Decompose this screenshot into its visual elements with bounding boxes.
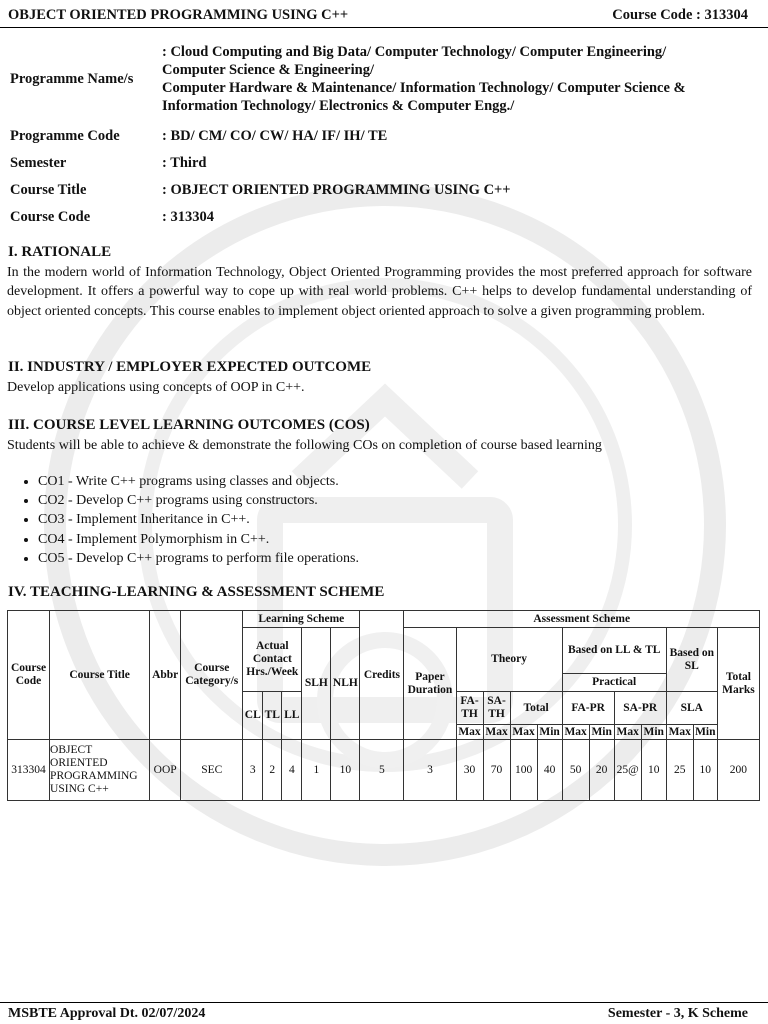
footer-semester-scheme: Semester - 3, K Scheme [607, 1006, 748, 1021]
th-sa-pr: SA-PR [614, 692, 666, 725]
th-paper-duration: Paper Duration [404, 628, 456, 740]
cos-list [20, 472, 359, 568]
cell-sa-th-max: 70 [483, 740, 510, 801]
th-assessment-scheme: Assessment Scheme [404, 611, 760, 628]
info-value: : Third [162, 154, 207, 171]
header-course-name: OBJECT ORIENTED PROGRAMMING USING C++ [8, 7, 349, 23]
info-row-course-title [10, 176, 686, 203]
cos-heading: III. COURSE LEVEL LEARNING OUTCOMES (COS) [8, 417, 370, 433]
th-max: Max [456, 725, 483, 740]
th-course-code: Course Code [8, 611, 50, 740]
cos-intro: Students will be able to achieve & demonstrate the following COs on completion of course based learning [7, 438, 602, 453]
info-label: Course Code [10, 208, 91, 225]
cell-ll: 4 [282, 740, 302, 801]
rationale-heading: I. RATIONALE [8, 244, 112, 260]
th-min: Min [695, 725, 716, 738]
table-row [8, 740, 760, 801]
th-min: Min [589, 725, 614, 740]
th-min: Min [641, 725, 666, 740]
industry-outcome-heading: II. INDUSTRY / EMPLOYER EXPECTED OUTCOME [8, 359, 372, 375]
info-row-semester [10, 149, 686, 176]
info-label: Programme Code [10, 127, 120, 144]
teaching-assessment-table [7, 610, 760, 801]
industry-outcome-text: Develop applications using concepts of OOP in C++. [7, 380, 305, 395]
th-fa-pr: FA-PR [562, 692, 614, 725]
info-label: Course Title [10, 181, 87, 198]
cell-paper-duration: 3 [404, 740, 456, 801]
th-based-sl: Based on SL [666, 628, 717, 692]
th-practical: Practical [562, 674, 666, 692]
th-actual-contact: Actual Contact Hrs./Week [243, 628, 302, 692]
th-based-ll-tl: Based on LL & TL [562, 628, 666, 674]
cell-cl: 3 [243, 740, 263, 801]
info-label: Semester [10, 154, 67, 171]
page-footer [8, 1006, 748, 1022]
footer-approval-date: MSBTE Approval Dt. 02/07/2024 [8, 1006, 206, 1021]
info-value: : OBJECT ORIENTED PROGRAMMING USING C++ [162, 181, 511, 198]
cell-fa-pr-min: 20 [589, 740, 614, 801]
th-max: Max [666, 725, 693, 740]
course-info-table [10, 36, 686, 230]
th-max: Max [614, 725, 641, 740]
th-min: Min [537, 725, 562, 740]
co-item: • CO1 - Write C++ programs using classes and objects. [38, 472, 359, 491]
cell-category: SEC [181, 740, 243, 801]
info-value-line: Computer Hardware & Maintenance/ Information Technology/ Computer Science & [162, 80, 686, 96]
cell-sa-pr-max: 25@ [614, 740, 641, 801]
rationale-text: In the modern world of Information Technology, Object Oriented Programming provides the most preferred approach for software development. It offers a powerful way to cope up with real world problems. C++ helps to develop fundamental understanding of object oriented concepts. This course enables to implement object oriented approach to solve a given programming problem. [7, 265, 752, 319]
page-header [8, 7, 748, 24]
cell-abbr: OOP [150, 740, 181, 801]
th-fa-th: FA-TH [456, 692, 483, 725]
cell-total-min: 40 [537, 740, 562, 801]
co-item: • CO5 - Develop C++ programs to perform file operations. [38, 549, 359, 568]
th-tl: TL [263, 692, 282, 740]
footer-rule [0, 1002, 768, 1003]
th-sa-th: SA-TH [483, 692, 510, 725]
info-value-line: Information Technology/ Electronics & Computer Engg./ [162, 98, 515, 114]
cell-tl: 2 [263, 740, 282, 801]
th-theory: Theory [456, 628, 562, 692]
cell-nlh: 10 [331, 740, 360, 801]
th-total: Total [510, 692, 562, 725]
th-abbr: Abbr [150, 611, 181, 740]
info-value-line: Computer Science & Engineering/ [162, 62, 374, 78]
th-ll: LL [282, 692, 302, 740]
cell-sla-max: 25 [666, 740, 693, 801]
th-slh: SLH [302, 628, 331, 740]
info-row-course-code [10, 203, 686, 230]
header-rule [0, 27, 768, 28]
co-item: • CO4 - Implement Polymorphism in C++. [38, 530, 359, 549]
info-value [162, 36, 686, 122]
cell-fa-pr-max: 50 [562, 740, 589, 801]
th-total-marks: Total Marks [717, 628, 759, 740]
cell-total-max: 100 [510, 740, 537, 801]
th-max: Max [562, 725, 589, 740]
cell-course-code: 313304 [8, 740, 50, 801]
header-course-code: Course Code : 313304 [612, 7, 748, 23]
scheme-heading: IV. TEACHING-LEARNING & ASSESSMENT SCHEME [8, 584, 385, 600]
cell-course-title: OBJECT ORIENTED PROGRAMMING USING C++ [50, 740, 150, 801]
th-cl: CL [243, 692, 263, 740]
th-credits: Credits [360, 611, 404, 740]
cell-slh: 1 [302, 740, 331, 801]
th-sla: SLA [666, 692, 717, 725]
th-nlh: NLH [331, 628, 360, 740]
info-row-programme-code [10, 122, 686, 149]
cell-sla-min: 10 [693, 740, 717, 801]
info-row-programme-name [10, 36, 686, 122]
info-label: Programme Name/s [10, 71, 134, 87]
th-learning-scheme: Learning Scheme [243, 611, 360, 628]
info-value: : 313304 [162, 208, 214, 225]
info-value: : BD/ CM/ CO/ CW/ HA/ IF/ IH/ TE [162, 127, 388, 144]
th-course-title: Course Title [50, 611, 150, 740]
th-category: Course Category/s [181, 611, 243, 740]
cell-total-marks: 200 [717, 740, 759, 801]
info-value-line: : Cloud Computing and Big Data/ Computer Technology/ Computer Engineering/ [162, 44, 667, 60]
th-max: Max [483, 725, 510, 740]
cell-fa-th-max: 30 [456, 740, 483, 801]
co-item: • CO2 - Develop C++ programs using constructors. [38, 491, 359, 510]
cell-credits: 5 [360, 740, 404, 801]
co-item: • CO3 - Implement Inheritance in C++. [38, 510, 359, 529]
cell-sa-pr-min: 10 [641, 740, 666, 801]
th-max: Max [510, 725, 537, 740]
